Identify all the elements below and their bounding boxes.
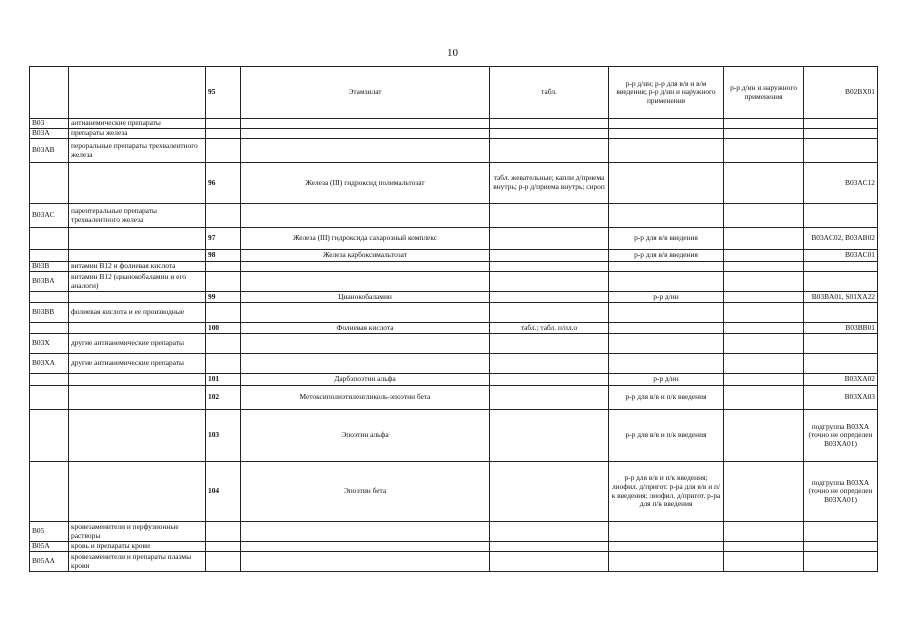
- form-cell: [490, 262, 609, 272]
- group-cell: [69, 67, 206, 119]
- drug-name-cell: [241, 139, 490, 163]
- route-cell: [609, 323, 724, 334]
- route-cell: [609, 522, 724, 542]
- route-cell: р-р для в/в и п/к введения: [609, 410, 724, 462]
- num-cell: 96: [206, 163, 241, 204]
- route-cell: [609, 334, 724, 354]
- form-cell: [490, 552, 609, 572]
- atc-cell: [804, 303, 878, 323]
- table-row: [30, 262, 878, 272]
- num-cell: 104: [206, 462, 241, 522]
- route-cell: р-р для в/в введения: [609, 228, 724, 250]
- atc-cell: B03XA02: [804, 374, 878, 386]
- drug-name-cell: [241, 262, 490, 272]
- page-number: 10: [447, 47, 458, 59]
- num-cell: [206, 303, 241, 323]
- route2-cell: [724, 542, 804, 552]
- table-row: [30, 354, 878, 374]
- form-cell: [490, 119, 609, 129]
- atc-cell: [804, 139, 878, 163]
- num-cell: 103: [206, 410, 241, 462]
- group-cell: кровь и препараты крови: [69, 542, 206, 552]
- drug-name-cell: Железа (III) гидроксида сахарозный комплекс: [241, 228, 490, 250]
- atc-cell: B03AC12: [804, 163, 878, 204]
- drug-name-cell: [241, 552, 490, 572]
- group-cell: [69, 386, 206, 410]
- group-cell: витамин B12 и фолиевая кислота: [69, 262, 206, 272]
- drug-name-cell: [241, 119, 490, 129]
- route-cell: [609, 552, 724, 572]
- num-cell: [206, 542, 241, 552]
- route-cell: р-р д/ин: [609, 292, 724, 303]
- route2-cell: [724, 462, 804, 522]
- drug-name-cell: Цианокобаламин: [241, 292, 490, 303]
- code-cell: [30, 386, 69, 410]
- group-cell: [69, 323, 206, 334]
- group-cell: антианемические препараты: [69, 119, 206, 129]
- table-row: [30, 139, 878, 163]
- drug-name-cell: Эпоэтин бета: [241, 462, 490, 522]
- code-cell: [30, 292, 69, 303]
- route-cell: р-р д/ин; р-р для в/в и в/м введения; р-р д/ин и наружного применения: [609, 67, 724, 119]
- table-row: [30, 129, 878, 139]
- table-row: [30, 386, 878, 410]
- atc-cell: B03AC02, B03AB02: [804, 228, 878, 250]
- num-cell: [206, 354, 241, 374]
- code-cell: [30, 163, 69, 204]
- atc-cell: [804, 129, 878, 139]
- table-row: [30, 292, 878, 303]
- code-cell: [30, 250, 69, 262]
- group-cell: парентеральные препараты трехвалентного железа: [69, 204, 206, 228]
- group-cell: другие антианемические препараты: [69, 334, 206, 354]
- table-row: [30, 334, 878, 354]
- form-cell: [490, 374, 609, 386]
- atc-cell: [804, 542, 878, 552]
- route2-cell: [724, 354, 804, 374]
- atc-cell: [804, 262, 878, 272]
- drug-name-cell: [241, 303, 490, 323]
- num-cell: 100: [206, 323, 241, 334]
- route2-cell: [724, 119, 804, 129]
- route2-cell: [724, 522, 804, 542]
- form-cell: [490, 303, 609, 323]
- code-cell: B03A: [30, 129, 69, 139]
- table-row: [30, 303, 878, 323]
- route-cell: [609, 119, 724, 129]
- route-cell: р-р д/ин: [609, 374, 724, 386]
- drug-name-cell: [241, 522, 490, 542]
- num-cell: 97: [206, 228, 241, 250]
- route2-cell: [724, 303, 804, 323]
- atc-cell: [804, 119, 878, 129]
- form-cell: табл.: [490, 67, 609, 119]
- num-cell: [206, 119, 241, 129]
- num-cell: [206, 139, 241, 163]
- drug-name-cell: [241, 334, 490, 354]
- route2-cell: [724, 228, 804, 250]
- code-cell: B05: [30, 522, 69, 542]
- route-cell: [609, 354, 724, 374]
- route-cell: р-р для в/в и п/к введения: [609, 386, 724, 410]
- num-cell: 99: [206, 292, 241, 303]
- route2-cell: [724, 250, 804, 262]
- num-cell: 95: [206, 67, 241, 119]
- code-cell: B03BB: [30, 303, 69, 323]
- table-row: [30, 542, 878, 552]
- atc-cell: [804, 272, 878, 292]
- atc-cell: подгруппа B03XA (точно не определен B03XA01): [804, 410, 878, 462]
- num-cell: [206, 552, 241, 572]
- atc-cell: [804, 204, 878, 228]
- route2-cell: [724, 204, 804, 228]
- group-cell: кровезаменители и перфузионные растворы: [69, 522, 206, 542]
- route2-cell: [724, 552, 804, 572]
- route2-cell: [724, 292, 804, 303]
- atc-cell: [804, 354, 878, 374]
- table-row: [30, 374, 878, 386]
- code-cell: [30, 374, 69, 386]
- code-cell: B05A: [30, 542, 69, 552]
- group-cell: [69, 228, 206, 250]
- group-cell: препараты железа: [69, 129, 206, 139]
- form-cell: [490, 354, 609, 374]
- route2-cell: [724, 129, 804, 139]
- drug-name-cell: [241, 272, 490, 292]
- table-row: [30, 163, 878, 204]
- code-cell: B03X: [30, 334, 69, 354]
- route2-cell: р-р д/ин и наружного применения: [724, 67, 804, 119]
- group-cell: пероральные препараты трехвалентного железа: [69, 139, 206, 163]
- atc-cell: B03XA03: [804, 386, 878, 410]
- group-cell: [69, 163, 206, 204]
- group-cell: витамин B12 (цианокобаламин и его аналоги): [69, 272, 206, 292]
- route-cell: р-р для в/в и п/к введения; лиофил. д/пригот. р-ра для в/в и п/к введения; лиофил. д/пригот. р-ра для п/к введения: [609, 462, 724, 522]
- table-row: [30, 250, 878, 262]
- route-cell: [609, 204, 724, 228]
- code-cell: [30, 67, 69, 119]
- group-cell: [69, 374, 206, 386]
- table-row: [30, 552, 878, 572]
- drug-name-cell: Дарбэпоэтин альфа: [241, 374, 490, 386]
- form-cell: [490, 410, 609, 462]
- form-cell: [490, 462, 609, 522]
- route2-cell: [724, 323, 804, 334]
- drug-registry-table: [29, 66, 878, 572]
- drug-name-cell: Метоксиполиэтиленгликоль-эпоэтин бета: [241, 386, 490, 410]
- table-row: [30, 410, 878, 462]
- route-cell: [609, 129, 724, 139]
- route-cell: [609, 272, 724, 292]
- form-cell: [490, 292, 609, 303]
- drug-name-cell: [241, 129, 490, 139]
- group-cell: кровезаменители и препараты плазмы крови: [69, 552, 206, 572]
- atc-cell: B03BB01: [804, 323, 878, 334]
- code-cell: B03BA: [30, 272, 69, 292]
- code-cell: [30, 323, 69, 334]
- num-cell: 98: [206, 250, 241, 262]
- num-cell: 102: [206, 386, 241, 410]
- num-cell: [206, 204, 241, 228]
- form-cell: [490, 139, 609, 163]
- form-cell: [490, 129, 609, 139]
- table-row: [30, 204, 878, 228]
- code-cell: B03XA: [30, 354, 69, 374]
- code-cell: B03AC: [30, 204, 69, 228]
- code-cell: B03: [30, 119, 69, 129]
- route-cell: [609, 262, 724, 272]
- code-cell: B03B: [30, 262, 69, 272]
- drug-name-cell: Железа карбоксимальтозат: [241, 250, 490, 262]
- table-row: [30, 462, 878, 522]
- code-cell: [30, 228, 69, 250]
- num-cell: [206, 272, 241, 292]
- group-cell: [69, 250, 206, 262]
- route-cell: [609, 542, 724, 552]
- code-cell: B05AA: [30, 552, 69, 572]
- code-cell: B03AB: [30, 139, 69, 163]
- atc-cell: B03BA01, S01XA22: [804, 292, 878, 303]
- num-cell: [206, 334, 241, 354]
- drug-name-cell: [241, 204, 490, 228]
- form-cell: табл. жевательные; капли д/приема внутрь; р-р д/приема внутрь; сироп: [490, 163, 609, 204]
- group-cell: [69, 462, 206, 522]
- drug-name-cell: [241, 542, 490, 552]
- drug-name-cell: Фолиевая кислота: [241, 323, 490, 334]
- drug-name-cell: [241, 354, 490, 374]
- form-cell: [490, 386, 609, 410]
- atc-cell: [804, 334, 878, 354]
- num-cell: 101: [206, 374, 241, 386]
- code-cell: [30, 462, 69, 522]
- atc-cell: подгруппа B03XA (точно не определен B03XA01): [804, 462, 878, 522]
- form-cell: [490, 228, 609, 250]
- form-cell: табл.; табл. п/пл.о: [490, 323, 609, 334]
- group-cell: [69, 410, 206, 462]
- group-cell: другие антианемические препараты: [69, 354, 206, 374]
- form-cell: [490, 334, 609, 354]
- code-cell: [30, 410, 69, 462]
- form-cell: [490, 542, 609, 552]
- group-cell: [69, 292, 206, 303]
- route-cell: р-р для в/в введения: [609, 250, 724, 262]
- drug-name-cell: Этамзилат: [241, 67, 490, 119]
- num-cell: [206, 262, 241, 272]
- form-cell: [490, 204, 609, 228]
- route2-cell: [724, 374, 804, 386]
- table-row: [30, 522, 878, 542]
- drug-name-cell: Эпоэтин альфа: [241, 410, 490, 462]
- form-cell: [490, 272, 609, 292]
- atc-cell: B03AC01: [804, 250, 878, 262]
- table-row: [30, 272, 878, 292]
- route-cell: [609, 139, 724, 163]
- drug-name-cell: Железа (III) гидроксид полимальтозат: [241, 163, 490, 204]
- route-cell: [609, 163, 724, 204]
- route2-cell: [724, 163, 804, 204]
- table-row: [30, 323, 878, 334]
- atc-cell: [804, 552, 878, 572]
- form-cell: [490, 250, 609, 262]
- form-cell: [490, 522, 609, 542]
- num-cell: [206, 522, 241, 542]
- route2-cell: [724, 334, 804, 354]
- num-cell: [206, 129, 241, 139]
- table-row: [30, 119, 878, 129]
- atc-cell: [804, 522, 878, 542]
- table-header-row: [30, 67, 878, 119]
- route2-cell: [724, 139, 804, 163]
- route2-cell: [724, 262, 804, 272]
- group-cell: фолиевая кислота и ее производные: [69, 303, 206, 323]
- table-row: [30, 228, 878, 250]
- route-cell: [609, 303, 724, 323]
- route2-cell: [724, 272, 804, 292]
- route2-cell: [724, 410, 804, 462]
- route2-cell: [724, 386, 804, 410]
- atc-cell: B02BX01: [804, 67, 878, 119]
